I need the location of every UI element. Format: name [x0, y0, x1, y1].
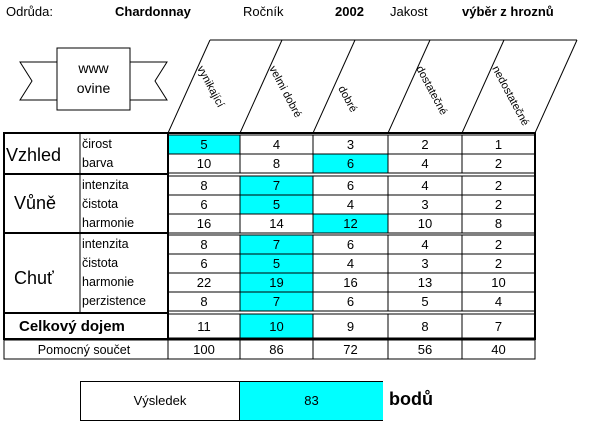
score-cell[interactable]: 3	[421, 256, 429, 271]
result-unit: bodů	[389, 389, 433, 409]
quality-label: Jakost	[390, 4, 428, 19]
column-header-insufficient: nedostatečné	[489, 64, 532, 128]
score-cell[interactable]: 8	[200, 237, 208, 252]
overall-score-cell[interactable]: 8	[421, 319, 429, 334]
score-cell[interactable]: 2	[494, 256, 503, 271]
score-cell[interactable]: 4	[421, 156, 429, 171]
score-cell[interactable]: 13	[417, 275, 433, 290]
score-cell[interactable]: 4	[346, 256, 355, 271]
score-cell[interactable]: 10	[491, 275, 506, 290]
score-cell[interactable]: 2	[494, 237, 503, 252]
score-cell[interactable]: 4	[272, 137, 281, 152]
overall-impression-label: Celkový dojem	[19, 318, 125, 335]
score-cell[interactable]: 3	[346, 137, 355, 152]
criterion-label: barva	[82, 156, 114, 170]
column-header-excellent: vynikající	[194, 64, 227, 110]
score-cell[interactable]: 16	[343, 275, 358, 290]
score-cell[interactable]: 6	[200, 197, 208, 212]
score-cell[interactable]: 8	[200, 294, 208, 309]
score-cell[interactable]: 14	[269, 216, 284, 231]
score-cell[interactable]: 19	[269, 275, 284, 290]
score-cell[interactable]: 2	[494, 197, 503, 212]
criterion-label: harmonie	[82, 216, 135, 230]
variety-label: Odrůda:	[6, 4, 53, 19]
score-cell[interactable]: 12	[343, 216, 358, 231]
score-cell[interactable]: 3	[421, 197, 429, 212]
logo-line-1: www	[78, 60, 109, 76]
criterion-label: harmonie	[82, 275, 135, 289]
criterion-label: čistota	[82, 256, 119, 270]
column-header-good: dobré	[335, 84, 360, 115]
column-header-very-good: velmi dobré	[266, 64, 304, 120]
score-cell[interactable]: 2	[494, 178, 503, 193]
score-cell[interactable]: 5	[272, 256, 281, 271]
score-cell[interactable]: 8	[494, 216, 503, 231]
result-label: Výsledek	[133, 393, 187, 408]
grid-line	[313, 40, 355, 133]
criterion-label: čistota	[82, 197, 119, 211]
group-label-appearance: Vzhled	[6, 145, 62, 165]
criterion-label: intenzita	[82, 237, 129, 251]
vintage-value: 2002	[335, 4, 364, 19]
helper-sum-cell: 86	[269, 342, 284, 357]
criterion-label: čirost	[82, 137, 112, 151]
group-label-aroma: Vůně	[14, 193, 57, 213]
score-cell[interactable]: 1	[494, 137, 503, 152]
score-cell[interactable]: 16	[196, 216, 212, 231]
score-cell[interactable]: 6	[346, 178, 355, 193]
score-cell[interactable]: 8	[272, 156, 281, 171]
score-cell[interactable]: 5	[421, 294, 429, 309]
score-cell[interactable]: 5	[272, 197, 281, 212]
score-cell[interactable]: 2	[421, 137, 429, 152]
result-value: 83	[239, 382, 383, 420]
logo-line-2: ovine	[76, 80, 111, 96]
grid-line	[535, 40, 577, 133]
overall-score-cell[interactable]: 7	[494, 319, 503, 334]
score-cell[interactable]: 6	[346, 294, 355, 309]
overall-score-cell[interactable]: 11	[197, 319, 211, 334]
score-cell[interactable]: 7	[272, 178, 281, 193]
quality-value: výběr z hroznů	[462, 4, 554, 19]
score-cell[interactable]: 5	[200, 137, 208, 152]
helper-sum-cell: 100	[193, 342, 215, 357]
score-cell[interactable]: 7	[272, 237, 281, 252]
group-label-taste: Chuť	[14, 268, 54, 288]
score-cell[interactable]: 6	[346, 237, 355, 252]
overall-score-cell[interactable]: 10	[269, 319, 284, 334]
column-header-sufficient: dostatečné	[413, 64, 450, 118]
helper-sum-label: Pomocný součet	[37, 343, 131, 357]
overall-score-cell[interactable]: 9	[346, 319, 355, 334]
score-cell[interactable]: 10	[417, 216, 433, 231]
score-cell[interactable]: 4	[494, 294, 503, 309]
result-box	[80, 381, 383, 421]
score-cell[interactable]: 4	[346, 197, 355, 212]
score-cell[interactable]: 22	[196, 275, 212, 290]
helper-sum-cell: 72	[343, 342, 358, 357]
vintage-label: Ročník	[243, 4, 284, 19]
helper-sum-cell: 56	[417, 342, 433, 357]
helper-sum-cell: 40	[491, 342, 506, 357]
score-cell[interactable]: 10	[196, 156, 212, 171]
score-cell[interactable]: 4	[421, 237, 429, 252]
score-cell[interactable]: 6	[346, 156, 355, 171]
criterion-label: intenzita	[82, 178, 129, 192]
score-cell[interactable]: 8	[200, 178, 208, 193]
score-cell[interactable]: 6	[200, 256, 208, 271]
score-cell[interactable]: 7	[272, 294, 281, 309]
criterion-label: perzistence	[82, 294, 146, 308]
score-cell[interactable]: 4	[421, 178, 429, 193]
variety-value: Chardonnay	[115, 4, 191, 19]
score-cell[interactable]: 2	[494, 156, 503, 171]
